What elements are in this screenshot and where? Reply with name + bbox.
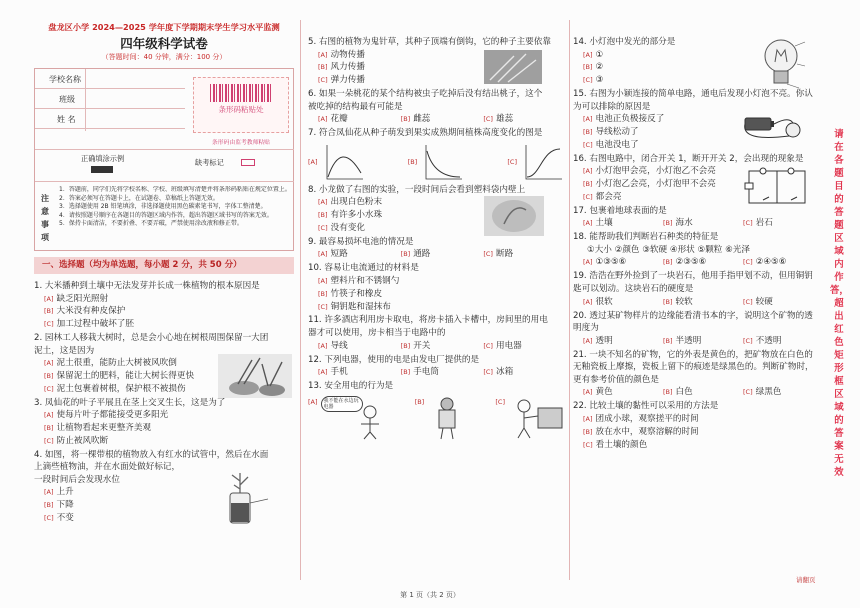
- option-letter: [C]: [483, 115, 493, 124]
- column-middle: [308, 36, 566, 602]
- barcode-icon: [210, 84, 272, 102]
- option-letter: [C]: [318, 76, 328, 85]
- option-text: 上升: [56, 487, 74, 498]
- option-letter: [B]: [583, 127, 593, 136]
- question-stem: 明度为: [573, 323, 599, 334]
- option-letter: [B]: [414, 397, 425, 406]
- option-text: 花瓣: [330, 114, 348, 125]
- column-divider: [569, 20, 570, 580]
- option-text: 竹筷子和橡皮: [330, 288, 383, 299]
- option-letter: [C]: [318, 302, 328, 311]
- safety-scene-c-icon: [508, 396, 566, 440]
- option-letter: [B]: [44, 423, 54, 432]
- question-6: [308, 88, 566, 126]
- time-score: （答题时间：40 分钟，满分：100 分）: [101, 53, 227, 61]
- note-item: 3．选择题使用 2B 铅笔填涂，非选择题使用黑色碳素笔书写，字体工整清楚。: [59, 203, 267, 211]
- option-text: ②④⑤⑥: [755, 257, 787, 268]
- question-5: [308, 36, 566, 87]
- parallel-circuit-image: [743, 167, 811, 207]
- question-10: [308, 262, 566, 313]
- name-row: [35, 109, 185, 129]
- option-letter: [C]: [743, 219, 753, 228]
- option-text: 开关: [413, 340, 431, 351]
- questions-col1: [34, 280, 294, 526]
- options-row: [308, 113, 566, 126]
- option-text: 土壤: [595, 218, 613, 229]
- option-text: ③: [595, 75, 604, 86]
- option-letter: [C]: [483, 341, 493, 350]
- column-left: [34, 22, 294, 582]
- option-text: 透明: [595, 335, 613, 346]
- answer-area-warning: 请在各题目的答题区域内作答，超出红色矩形框区域的答案无效: [830, 129, 849, 478]
- question-18: [573, 231, 823, 269]
- option-text: 岩石: [755, 218, 773, 229]
- option-text: ①③⑤⑥: [595, 257, 627, 268]
- option-letter: [A]: [308, 397, 318, 406]
- option-letter: [A]: [583, 388, 593, 397]
- option-text: 较软: [675, 296, 693, 307]
- absent-label[interactable]: 缺考标记: [195, 158, 224, 167]
- question-stem: 16. 右图电路中，闭合开关 1，断开开关 2，会出现的现象是: [573, 153, 804, 164]
- option-b[interactable]: [401, 248, 484, 261]
- option-letter: [A]: [318, 250, 328, 259]
- option-text: 让植物看起来更整齐美观: [56, 422, 152, 433]
- option-text: 泥土包裹着树根，保护根不被损伤: [56, 383, 186, 394]
- option-letter: [A]: [318, 198, 328, 207]
- option-c[interactable]: [483, 366, 566, 379]
- question-stem: 被吃掉的结构最有可能是: [308, 101, 403, 112]
- option-letter: [A]: [44, 294, 54, 303]
- option-c[interactable]: [743, 217, 823, 230]
- option-a[interactable]: [34, 293, 294, 306]
- option-text: 很软: [595, 296, 613, 307]
- safety-scene-a-icon: [321, 396, 387, 440]
- question-9: [308, 236, 566, 262]
- question-stem: 7. 符合凤仙花从种子萌发到果实成熟期间植株高度变化的图是: [308, 128, 543, 139]
- option-b[interactable]: [663, 335, 743, 348]
- option-text: 不透明: [755, 335, 782, 346]
- question-stem: 更有参考价值的颜色是: [573, 374, 659, 385]
- option-letter: [C]: [743, 297, 753, 306]
- question-stem: 18. 能帮助我们判断岩石种类的特征是: [573, 232, 719, 243]
- option-a[interactable]: [583, 386, 663, 399]
- option-text: 用电器: [495, 340, 522, 351]
- option-letter: [A]: [318, 276, 328, 285]
- option-a[interactable]: [583, 296, 663, 309]
- light-bulb-image: [759, 36, 807, 90]
- option-letter: [B]: [44, 501, 54, 510]
- options-row: [573, 256, 823, 269]
- question-13: [308, 380, 566, 440]
- question-stem: 5. 右图的植物为鬼针草，其种子顶端有倒钩，它的种子主要依靠: [308, 37, 551, 47]
- option-b[interactable]: [663, 217, 743, 230]
- option-letter: [B]: [407, 158, 418, 167]
- option-b[interactable]: [663, 256, 743, 269]
- options-row: [308, 366, 566, 379]
- option-letter: [C]: [743, 336, 753, 345]
- option-a[interactable]: [308, 396, 387, 440]
- option-c[interactable]: [483, 113, 566, 126]
- page-number: 第 1 页（共 2 页）: [400, 591, 460, 599]
- option-letter: [A]: [318, 50, 328, 59]
- option-letter: [B]: [663, 219, 673, 228]
- option-text: 导线: [330, 340, 348, 351]
- option-letter: [B]: [663, 258, 673, 267]
- question-stem: 19. 浩浩在野外捡到了一块岩石，他用手指甲划不动，但用铜钥: [573, 271, 813, 282]
- option-letter: [A]: [44, 488, 54, 497]
- option-letter: [A]: [308, 158, 318, 167]
- question-stem: 1. 大米播种到土壤中无法发芽并长成一株植物的根本原因是: [34, 281, 260, 291]
- option-letter: [C]: [483, 368, 493, 377]
- option-b[interactable]: [401, 340, 484, 353]
- option-letter: [A]: [583, 336, 593, 345]
- option-letter: [B]: [400, 250, 411, 259]
- name-label: 姓 名: [57, 115, 76, 124]
- option-text: ①: [595, 49, 604, 60]
- option-c[interactable]: [743, 386, 823, 399]
- question-stem: 22. 比较土壤的黏性可以采用的方法是: [573, 401, 719, 412]
- growth-graph-b-icon: [420, 143, 464, 183]
- safety-options: [308, 393, 566, 440]
- question-14: [573, 36, 823, 87]
- option-letter: [A]: [318, 115, 328, 124]
- option-text: 大米没有种皮保护: [56, 306, 126, 317]
- question-stem: 泥土，这是因为: [34, 345, 95, 356]
- question-stem: 20. 透过某矿物样片的边缘能看清书本的字，说明这个矿物的透: [573, 310, 813, 321]
- question-8: [308, 184, 566, 235]
- option-text: 弹力传播: [330, 75, 366, 86]
- option-letter: [A]: [44, 411, 54, 420]
- growth-graph-a-icon: [321, 143, 365, 183]
- option-text: 保留泥土的肥料，能让大树长得更快: [56, 370, 195, 381]
- option-letter: [C]: [44, 320, 54, 329]
- option-b[interactable]: [415, 396, 468, 440]
- option-letter: [A]: [318, 368, 328, 377]
- option-c[interactable]: [34, 435, 294, 448]
- sample-row: [35, 149, 294, 181]
- option-text: 电池正负极接反了: [595, 114, 665, 125]
- option-text: 手机: [330, 367, 348, 378]
- option-a[interactable]: [583, 217, 663, 230]
- option-letter: [B]: [583, 427, 593, 436]
- barcode-text: 条形码粘贴处: [218, 105, 264, 114]
- option-text: 断路: [495, 249, 514, 260]
- option-letter: [C]: [583, 192, 593, 201]
- option-letter: [A]: [583, 50, 593, 59]
- option-text: 加工过程中破坏了胚: [56, 319, 134, 330]
- option-text: 短路: [330, 249, 348, 260]
- option-letter: [B]: [318, 63, 328, 72]
- question-stem: 21. 一块不知名的矿物，它的外表是黄色的，把矿物放在白色的: [573, 349, 813, 360]
- option-c[interactable]: [743, 335, 823, 348]
- option-c[interactable]: [507, 143, 564, 183]
- option-letter: [C]: [318, 223, 328, 232]
- option-a[interactable]: [573, 413, 823, 426]
- question-stem: 一段时间后会发现水位: [34, 474, 120, 485]
- option-text: 海水: [675, 218, 693, 229]
- option-b[interactable]: [34, 422, 294, 435]
- option-b[interactable]: [408, 143, 465, 183]
- question-20: [573, 310, 823, 348]
- question-stem: 15. 右图为小颖连接的简单电路，通电后发现小灯泡不亮。你认: [573, 88, 813, 99]
- question-stem: 11. 许多酒店利用房卡取电，将房卡插入卡槽中，房间里的用电: [308, 315, 548, 326]
- options-row: [308, 340, 566, 353]
- safety-scene-b-icon: [427, 396, 467, 440]
- filled-mark-icon: [91, 166, 113, 173]
- battery-circuit-image: [739, 112, 809, 146]
- option-a[interactable]: [34, 409, 294, 422]
- question-19: [573, 270, 823, 308]
- option-letter: [C]: [44, 436, 54, 445]
- option-letter: [B]: [583, 63, 593, 72]
- option-letter: [B]: [663, 297, 673, 306]
- option-text: 白色: [675, 387, 693, 398]
- seed-photo-image: [484, 50, 542, 84]
- question-stem: 6. 如果一朵桃花的某个结构被虫子吃掉后没有结出桃子，这个: [308, 88, 543, 99]
- question-stem: 4. 如图，将一棵带根的植物放入有红水的试管中，然后在水面: [34, 449, 269, 460]
- graph-options: [308, 140, 566, 183]
- option-text: 都会亮: [595, 191, 622, 202]
- option-a[interactable]: [318, 248, 401, 261]
- option-text: 塑料片和不锈钢勺: [330, 275, 400, 286]
- option-letter: [B]: [400, 341, 411, 350]
- option-text: 手电筒: [413, 367, 439, 378]
- question-2: [34, 332, 294, 396]
- option-a[interactable]: [583, 256, 663, 269]
- option-letter: [C]: [743, 258, 753, 267]
- notes-section: [35, 181, 294, 251]
- note-item: 4．请按照题号顺序在各题目的答题区域内作答，超出答题区域书写的答案无效。: [59, 211, 273, 219]
- option-letter: [C]: [495, 397, 505, 406]
- option-c[interactable]: [483, 340, 566, 353]
- options-row: [573, 335, 823, 348]
- question-stem: 匙可以划动。这块岩石的硬度是: [573, 283, 694, 294]
- option-text: 雌蕊: [413, 114, 431, 125]
- barcode-area: [193, 77, 289, 133]
- option-text: 看土壤的颜色: [595, 439, 648, 450]
- option-text: 没有变化: [330, 222, 366, 233]
- option-letter: [B]: [44, 307, 54, 316]
- column-divider: [300, 20, 301, 580]
- question-16: [573, 153, 823, 204]
- page-title: 四年级科学试卷: [120, 36, 208, 51]
- option-text: 小灯泡甲会亮，小灯泡乙不会亮: [595, 166, 716, 177]
- option-letter: [B]: [583, 179, 593, 188]
- option-text: 团成小球，观察搓平的时间: [595, 414, 699, 425]
- barcode-note: 条形码由监考教师粘贴: [212, 140, 270, 146]
- growth-graph-c-icon: [520, 143, 564, 183]
- option-letter: [A]: [583, 297, 593, 306]
- question-stem: 为可以排除的原因是: [573, 101, 651, 112]
- question-stem: 12. 下列电器，使用的电是由发电厂提供的是: [308, 354, 480, 365]
- question-stem: 上滴些植物油，并在水面处做好标记，: [34, 462, 181, 473]
- plastic-bag-plant-image: [484, 196, 544, 236]
- question-3: [34, 397, 294, 448]
- option-c[interactable]: [308, 301, 566, 314]
- question-stem: 10. 容易让电流通过的材料是: [308, 263, 419, 274]
- question-stem: 无釉瓷板上摩擦，瓷板上留下的痕迹是绿黑色的。判断矿物时，: [573, 362, 814, 373]
- option-text: ②③⑤⑥: [675, 257, 707, 268]
- option-letter: [B]: [318, 211, 328, 220]
- option-c[interactable]: [483, 248, 566, 261]
- question-stem: 17. 包裹着地球表面的是: [573, 205, 667, 216]
- option-text: 电池没电了: [595, 139, 639, 150]
- option-a[interactable]: [308, 143, 365, 183]
- option-b[interactable]: [401, 113, 484, 126]
- question-17: [573, 205, 823, 231]
- note-item: 2．答案必须写在答题卡上，在试题卷、草稿纸上答题无效。: [59, 194, 219, 202]
- option-letter: [A]: [583, 415, 593, 424]
- notes-list: [59, 186, 291, 250]
- option-text: 雄蕊: [495, 114, 514, 125]
- school-row: [35, 69, 185, 89]
- option-text: 缺乏阳光照射: [56, 293, 109, 304]
- option-letter: [B]: [318, 289, 328, 298]
- question-12: [308, 354, 566, 380]
- option-letter: [C]: [483, 250, 493, 259]
- sample-label: 正确填涂示例: [81, 154, 125, 163]
- option-letter: [A]: [44, 359, 54, 368]
- option-letter: [B]: [663, 388, 673, 397]
- notes-label: 注意事项: [41, 194, 49, 242]
- question-stem: 13. 安全用电的行为是: [308, 381, 394, 392]
- student-info-box: [34, 68, 294, 251]
- option-b[interactable]: [34, 305, 294, 318]
- option-text: ②: [595, 62, 604, 73]
- option-a[interactable]: [318, 340, 401, 353]
- options-row: [573, 217, 823, 230]
- option-a[interactable]: [308, 275, 566, 288]
- option-text: 不变: [56, 512, 74, 523]
- question-11: [308, 314, 566, 352]
- option-c[interactable]: [743, 256, 823, 269]
- option-b[interactable]: [663, 296, 743, 309]
- question-stem: 3. 凤仙花的叶子平展且在茎上交叉生长，这是为了: [34, 397, 226, 408]
- option-letter: [A]: [318, 341, 328, 350]
- option-c[interactable]: [573, 439, 823, 452]
- question-stem: 器才可以使用，房卡相当于电路中的: [308, 327, 446, 338]
- option-letter: [A]: [583, 115, 593, 124]
- option-text: 下降: [56, 500, 74, 511]
- question-7: [308, 127, 566, 183]
- option-letter: [C]: [44, 384, 54, 393]
- info-divider: [85, 69, 86, 131]
- options-row: [308, 248, 566, 261]
- question-stem: 14. 小灯泡中发光的部分是: [573, 37, 676, 47]
- question-stem: 9. 最容易损坏电池的情况是: [308, 236, 414, 247]
- option-text: 放在水中，观察溶解的时间: [595, 426, 699, 437]
- option-text: 黄色: [595, 387, 613, 398]
- option-text: 导线松动了: [595, 126, 639, 137]
- option-b[interactable]: [663, 386, 743, 399]
- question-stem: 8. 小龙做了右图的实验，一段时间后会看到塑料袋内壁上: [308, 184, 526, 195]
- option-letter: [A]: [583, 258, 593, 267]
- question-21: [573, 349, 823, 400]
- option-text: 绿黑色: [755, 387, 782, 398]
- option-letter: [A]: [583, 219, 593, 228]
- question-1: [34, 280, 294, 331]
- option-letter: [A]: [583, 167, 593, 176]
- option-letter: [B]: [400, 115, 411, 124]
- option-c[interactable]: [743, 296, 823, 309]
- option-letter: [C]: [583, 140, 593, 149]
- option-a[interactable]: [318, 366, 401, 379]
- option-text: 通路: [413, 249, 431, 260]
- option-text: 铜钥匙和湿抹布: [330, 301, 391, 312]
- note-item: 1．答题前，同学们先将学校名称、学校、班级填写清楚并将条形码粘贴在规定位置上。: [59, 186, 291, 193]
- option-text: 小灯泡乙会亮，小灯泡甲不会亮: [595, 178, 716, 189]
- column-right: [573, 36, 823, 602]
- option-text: 冰箱: [495, 367, 514, 378]
- option-text: 出现白色粉末: [330, 197, 383, 208]
- section-header: 一、选择题（均为单选题，每小题 2 分，共 50 分）: [34, 257, 294, 274]
- question-stem: 2. 园林工人移栽大树时，总是会小心地在树根周围保留一大团: [34, 332, 269, 343]
- option-letter: [B]: [663, 336, 673, 345]
- option-a[interactable]: [583, 335, 663, 348]
- class-label: 班级: [59, 95, 75, 104]
- test-tube-plant-image: [210, 471, 280, 525]
- speech-bubble: 我不能在水边玩电器: [321, 396, 363, 412]
- option-b[interactable]: [573, 426, 823, 439]
- question-22: [573, 400, 823, 451]
- note-item: 5．保持卡面清洁，不要折叠、不要弄破，严禁使用涂改液和修正带。: [59, 220, 243, 228]
- option-text: 较硬: [755, 296, 773, 307]
- option-letter: [C]: [583, 440, 593, 449]
- school-label: 学校名称: [49, 75, 81, 84]
- option-text: 泥土很重，能防止大树被风吹倒: [56, 358, 177, 369]
- option-letter: [C]: [507, 158, 517, 167]
- options-row: [573, 296, 823, 309]
- option-letter: [C]: [583, 76, 593, 85]
- options-row: [573, 386, 823, 399]
- option-b[interactable]: [401, 366, 484, 379]
- option-a[interactable]: [318, 113, 401, 126]
- absent-checkbox[interactable]: [241, 159, 255, 166]
- exam-line: 盘龙区小学 2024—2025 学年度下学期期末学生学习水平监测: [48, 22, 280, 32]
- option-letter: [B]: [44, 371, 54, 380]
- option-c[interactable]: [495, 396, 566, 440]
- tree-transplant-image: [218, 354, 292, 398]
- class-row: [35, 89, 185, 109]
- option-text: 风力传播: [330, 62, 365, 73]
- option-letter: [C]: [44, 513, 54, 522]
- option-b[interactable]: [308, 288, 566, 301]
- option-text: 使每片叶子都能接受更多阳光: [56, 410, 169, 421]
- option-c[interactable]: [34, 318, 294, 331]
- option-text: 防止被风吹断: [56, 435, 109, 446]
- option-text: 半透明: [675, 335, 702, 346]
- question-15: [573, 88, 823, 152]
- feature-list: ①大小 ②颜色 ③软硬 ④形状 ⑤颗粒 ⑥光泽: [587, 244, 751, 255]
- option-letter: [C]: [743, 388, 753, 397]
- turn-page-mark: 请翻页: [796, 576, 816, 584]
- option-text: 有许多小水珠: [330, 210, 383, 221]
- option-letter: [B]: [400, 368, 411, 377]
- option-text: 动物传播: [330, 49, 365, 60]
- question-4: [34, 449, 294, 525]
